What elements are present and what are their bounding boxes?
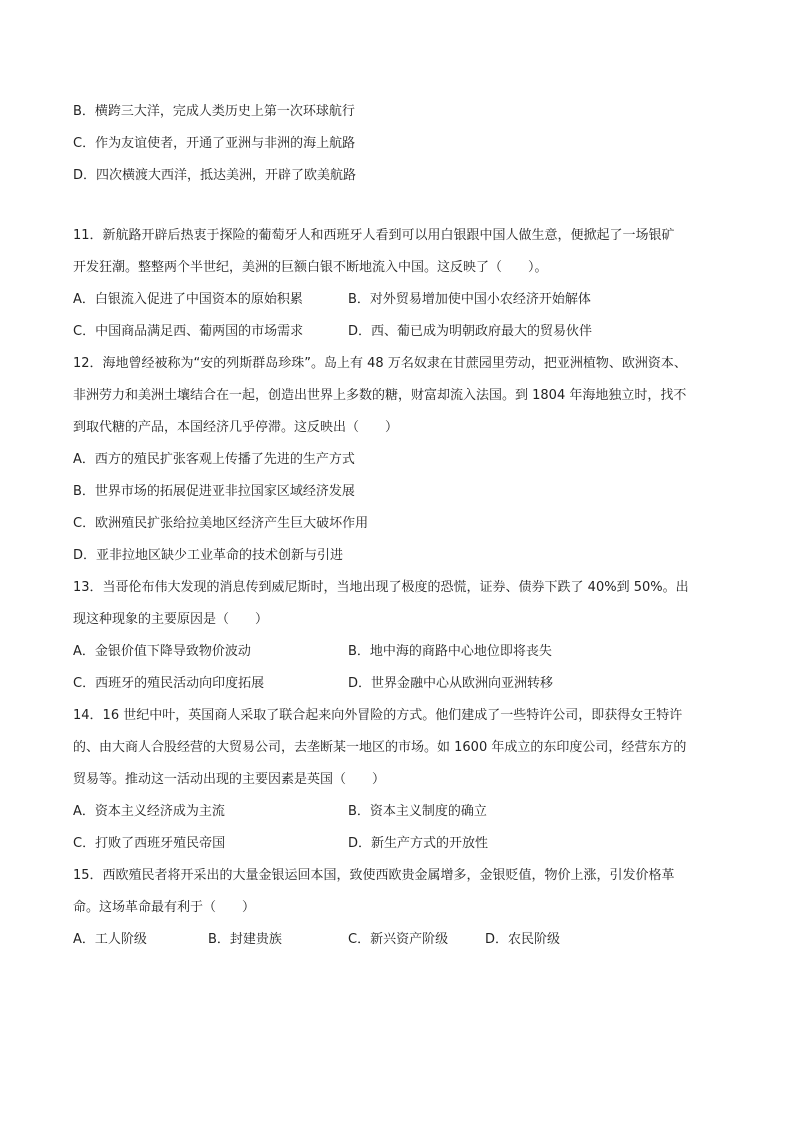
- option-a: A．工人阶级: [73, 932, 147, 947]
- option-c: C．新兴资产阶级: [348, 932, 449, 947]
- option-d: D．西、葡已成为明朝政府最大的贸易伙伴: [348, 324, 593, 339]
- question-stem-line: 11．新航路开辟后热衷于探险的葡萄牙人和西班牙人看到可以用白银跟中国人做生意，便掀起了一场银矿: [73, 228, 675, 243]
- question-stem-line: 13．当哥伦布伟大发现的消息传到威尼斯时，当地出现了极度的恐慌，证券、债券下跌了 40%到 50%。出: [73, 580, 689, 595]
- question-stem-line: 开发狂潮。整整两个半世纪，美洲的巨额白银不断地流入中国。这反映了（ ）。: [73, 260, 548, 275]
- question-stem-line: 15．西欧殖民者将开采出的大量金银运回本国，致使西欧贵金属增多，金银贬值，物价上涨，引发价格革: [73, 868, 675, 883]
- option-a: A．金银价值下降导致物价波动: [73, 644, 251, 659]
- question-stem-line: 现这种现象的主要原因是（ ）: [73, 612, 269, 627]
- option-c: C．打败了西班牙殖民帝国: [73, 836, 226, 851]
- option-d: D．亚非拉地区缺少工业革命的技术创新与引进: [73, 548, 344, 563]
- option-a: A．白银流入促进了中国资本的原始积累: [73, 292, 303, 307]
- option-row: [73, 668, 733, 700]
- question-13: [73, 572, 733, 700]
- question-15: [73, 860, 733, 956]
- option-b: B．封建贵族: [208, 932, 282, 947]
- question-stem-line: 12．海地曾经被称为“安的列斯群岛珍珠”。岛上有 48 万名奴隶在甘蔗园里劳动，把亚洲植物、欧洲资本、: [73, 356, 687, 371]
- option-c: C．欧洲殖民扩张给拉美地区经济产生巨大破坏作用: [73, 516, 369, 531]
- option-b: B．横跨三大洋，完成人类历史上第一次环球航行: [73, 104, 355, 119]
- option-c: C．中国商品满足西、葡两国的市场需求: [73, 324, 304, 339]
- option-c: C．西班牙的殖民活动向印度拓展: [73, 676, 265, 691]
- question-11: [73, 220, 733, 348]
- option-c: C．作为友谊使者，开通了亚洲与非洲的海上航路: [73, 136, 356, 151]
- option-d: D．四次横渡大西洋，抵达美洲，开辟了欧美航路: [73, 168, 357, 183]
- option-b: B．世界市场的拓展促进亚非拉国家区域经济发展: [73, 484, 355, 499]
- option-row: [73, 924, 733, 956]
- question-stem-line: 非洲劳力和美洲土壤结合在一起，创造出世界上多数的糖，财富却流入法国。到 1804 年海地独立时，找不: [73, 388, 687, 403]
- question-stem-line: 14．16 世纪中叶，英国商人采取了联合起来向外冒险的方式。他们建成了一些特许公司，即获得女王特许: [73, 708, 683, 723]
- section-gap: [73, 192, 733, 220]
- option-row: [73, 828, 733, 860]
- question-stem-line: 到取代糖的产品，本国经济几乎停滞。这反映出（ ）: [73, 420, 399, 435]
- option-d: D．新生产方式的开放性: [348, 836, 489, 851]
- question-stem-line: 命。这场革命最有利于（ ）: [73, 900, 256, 915]
- question-12: [73, 348, 733, 572]
- question-stem-line: 的、由大商人合股经营的大贸易公司，去垄断某一地区的市场。如 1600 年成立的东印度公司，经营东方的: [73, 740, 687, 755]
- question-stem-line: 贸易等。推动这一活动出现的主要因素是英国（ ）: [73, 772, 386, 787]
- question-10-options: [73, 96, 733, 192]
- question-14: [73, 700, 733, 860]
- option-row: [73, 796, 733, 828]
- option-d: D．世界金融中心从欧洲向亚洲转移: [348, 676, 554, 691]
- option-row: [73, 636, 733, 668]
- option-a: A．资本主义经济成为主流: [73, 804, 225, 819]
- option-row: [73, 284, 733, 316]
- option-b: B．对外贸易增加使中国小农经济开始解体: [348, 292, 591, 307]
- option-b: B．地中海的商路中心地位即将丧失: [348, 644, 552, 659]
- option-row: [73, 316, 733, 348]
- option-d: D．农民阶级: [485, 932, 561, 947]
- question-list: [73, 96, 733, 956]
- option-a: A．西方的殖民扩张客观上传播了先进的生产方式: [73, 452, 355, 467]
- option-b: B．资本主义制度的确立: [348, 804, 487, 819]
